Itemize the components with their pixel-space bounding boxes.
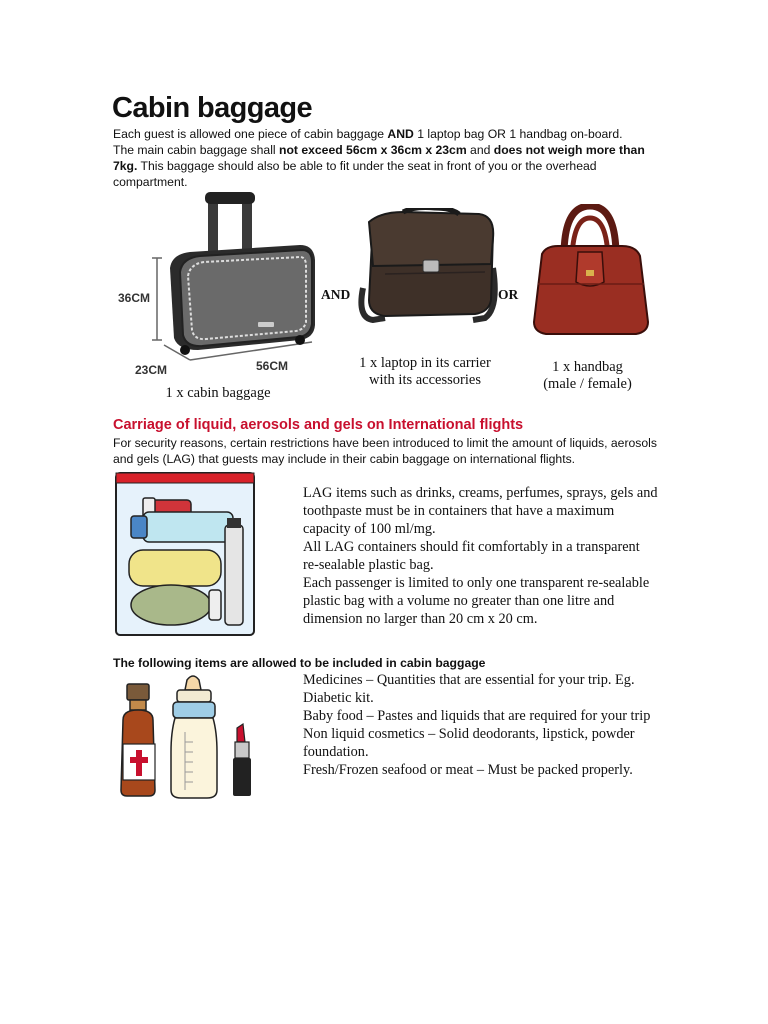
lag-intro: For security reasons, certain restrictions have been introduced to limit the amount of liquids, aerosols and gels (LAG) that guests may include in their cabin baggage on international flights. <box>113 436 657 466</box>
plastic-bag-illustration <box>113 470 258 640</box>
page-title: Cabin baggage <box>112 92 313 124</box>
lag-rule-paragraph: All LAG containers should fit comfortably in a transparent re-sealable plastic bag. <box>303 539 640 573</box>
intro-emphasis: does not weigh more than 7kg. <box>113 143 645 173</box>
dimension-depth-label: 23CM <box>135 363 168 377</box>
allowed-items-illustration <box>113 672 263 802</box>
and-label: AND <box>321 287 351 302</box>
laptop-bag-illustration <box>355 208 500 336</box>
intro-text <box>113 126 653 190</box>
lag-rule-paragraph: LAG items such as drinks, creams, perfumes, sprays, gels and toothpaste must be in containers that have a maximum capacity of 100 ml/mg. <box>303 485 658 537</box>
laptop-caption <box>345 355 505 389</box>
handbag-caption-line: (male / female) <box>543 376 632 392</box>
allowed-item: Non liquid cosmetics – Solid deodorants, lipstick, powder foundation. <box>303 726 635 760</box>
or-label: OR <box>498 287 519 302</box>
intro-emphasis: AND <box>387 127 414 141</box>
allowed-heading: The following items are allowed to be included in cabin baggage <box>113 656 486 670</box>
allowed-item: Baby food – Pastes and liquids that are required for your trip <box>303 708 651 724</box>
dimension-height-label: 36CM <box>118 291 151 305</box>
handbag-caption-line: 1 x handbag <box>552 359 623 375</box>
suitcase-illustration <box>150 190 325 365</box>
intro-text-part: The main cabin baggage shall <box>113 143 279 157</box>
laptop-caption-line: 1 x laptop in its carrier <box>359 355 491 371</box>
allowed-item: Medicines – Quantities that are essential for your trip. Eg. Diabetic kit. <box>303 672 635 706</box>
laptop-caption-line: with its accessories <box>369 372 481 388</box>
intro-text-part: This baggage should also be able to fit under the seat in front of you or the overhead compartment. <box>113 159 597 189</box>
dimension-width-label: 56CM <box>256 359 289 373</box>
lag-rules <box>303 484 658 628</box>
intro-text-part: and <box>466 143 494 157</box>
allowed-items-list <box>303 671 663 779</box>
intro-text-part: 1 laptop bag OR 1 handbag on-board. <box>413 127 623 141</box>
intro-emphasis: not exceed 56cm x 36cm x 23cm <box>279 143 467 157</box>
lag-rule-paragraph: Each passenger is limited to only one transparent re-sealable plastic bag with a volume no greater than one litre and dimension no larger than 20 cm x 20 cm. <box>303 575 650 627</box>
handbag-caption <box>530 359 645 393</box>
cabin-baggage-caption: 1 x cabin baggage <box>165 385 271 401</box>
intro-text-part: Each guest is allowed one piece of cabin baggage <box>113 127 388 141</box>
allowed-item: Fresh/Frozen seafood or meat – Must be packed properly. <box>303 762 633 778</box>
handbag-illustration <box>528 204 654 339</box>
lag-heading: Carriage of liquid, aerosols and gels on International flights <box>113 417 524 433</box>
